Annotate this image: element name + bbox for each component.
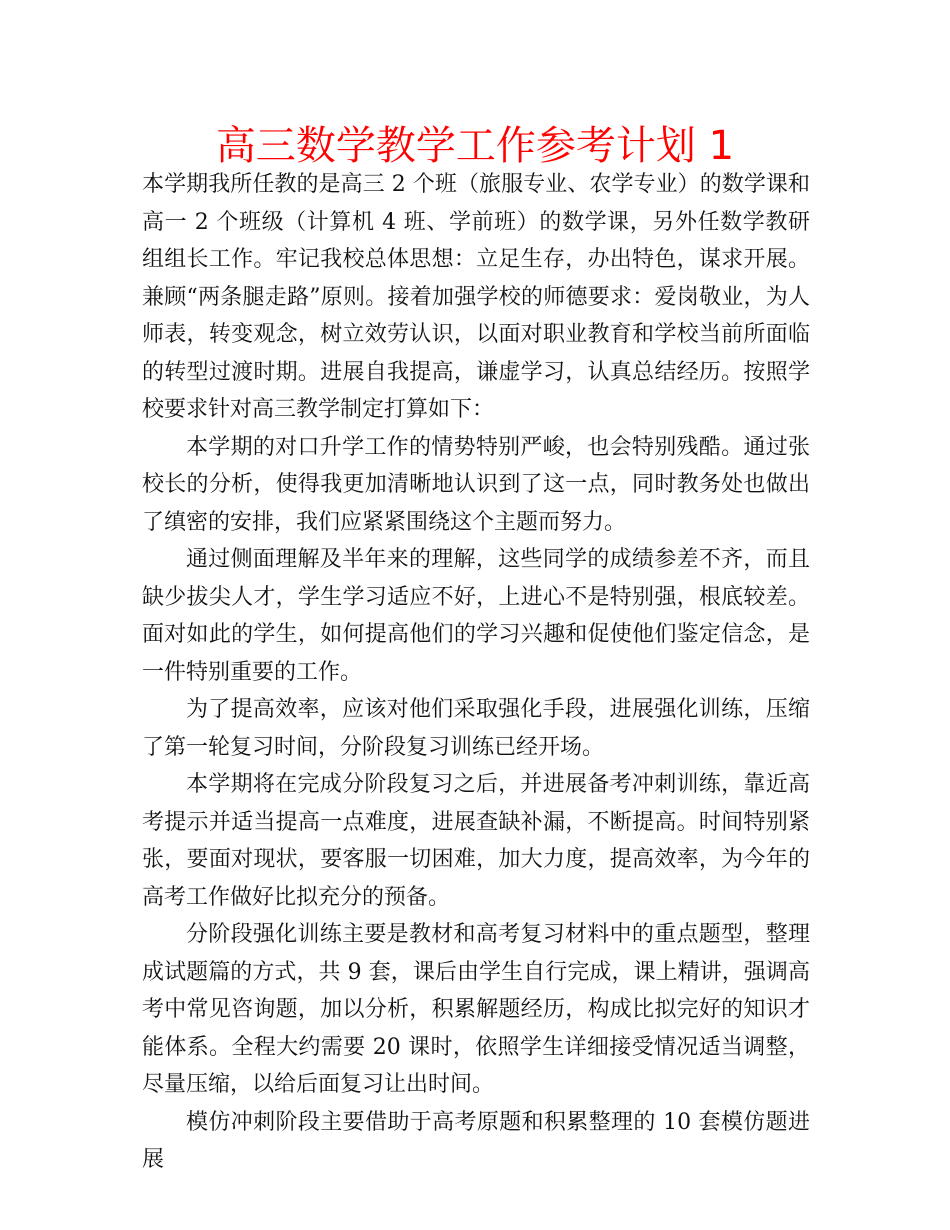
paragraph-6: 分阶段强化训练主要是教材和高考复习材料中的重点题型，整理成试题篇的方式，共 9 套，课后由学生自行完成，课上精讲，强调高考中常见咨询题，加以分析，积累解题经历，构成比拟完好的知识才能体系。全程大约需要 20 课时，依照学生详细接受情况适当调整，尽量压缩，以给后面复习让出时间。	[142, 922, 810, 1097]
paragraph-1: 本学期我所任教的是高三 2 个班（旅服专业、农学专业）的数学课和高一 2 个班级（计算机 4 班、学前班）的数学课，另外任数学教研组组长工作。牢记我校总体思想：立足生存，办出特色，谋求开展。兼顾“两条腿走路”原则。接着加强学校的师德要求：爱岗敬业，为人师表，转变观念，树立效劳认识，以面对职业教育和学校当前所面临的转型过渡时期。进展自我提高，谦虚学习，认真总结经历。按照学校要求针对高三教学制定打算如下：	[142, 172, 810, 422]
paragraph-7: 模仿冲刺阶段主要借助于高考原题和积累整理的 10 套模仿题进展	[142, 1109, 810, 1172]
paragraph-5: 本学期将在完成分阶段复习之后，并进展备考冲刺训练，靠近高考提示并适当提高一点难度，进展查缺补漏，不断提高。时间特别紧张，要面对现状，要客服一切困难，加大力度，提高效率，为今年的高考工作做好比拟充分的预备。	[142, 772, 810, 910]
document-body	[142, 166, 810, 1179]
paragraph-2: 本学期的对口升学工作的情势特别严峻，也会特别残酷。通过张校长的分析，使得我更加清晰地认识到了这一点，同时教务处也做出了缜密的安排，我们应紧紧围绕这个主题而努力。	[142, 434, 810, 535]
paragraph-4: 为了提高效率，应该对他们采取强化手段，进展强化训练，压缩了第一轮复习时间，分阶段复习训练已经开场。	[142, 697, 810, 760]
paragraph-3: 通过侧面理解及半年来的理解，这些同学的成绩参差不齐，而且缺少拔尖人才，学生学习适应不好，上进心不是特别强，根底较差。面对如此的学生，如何提高他们的学习兴趣和促使他们鉴定信念，是一件特别重要的工作。	[142, 547, 810, 685]
document-title: 高三数学教学工作参考计划 1	[215, 123, 735, 169]
